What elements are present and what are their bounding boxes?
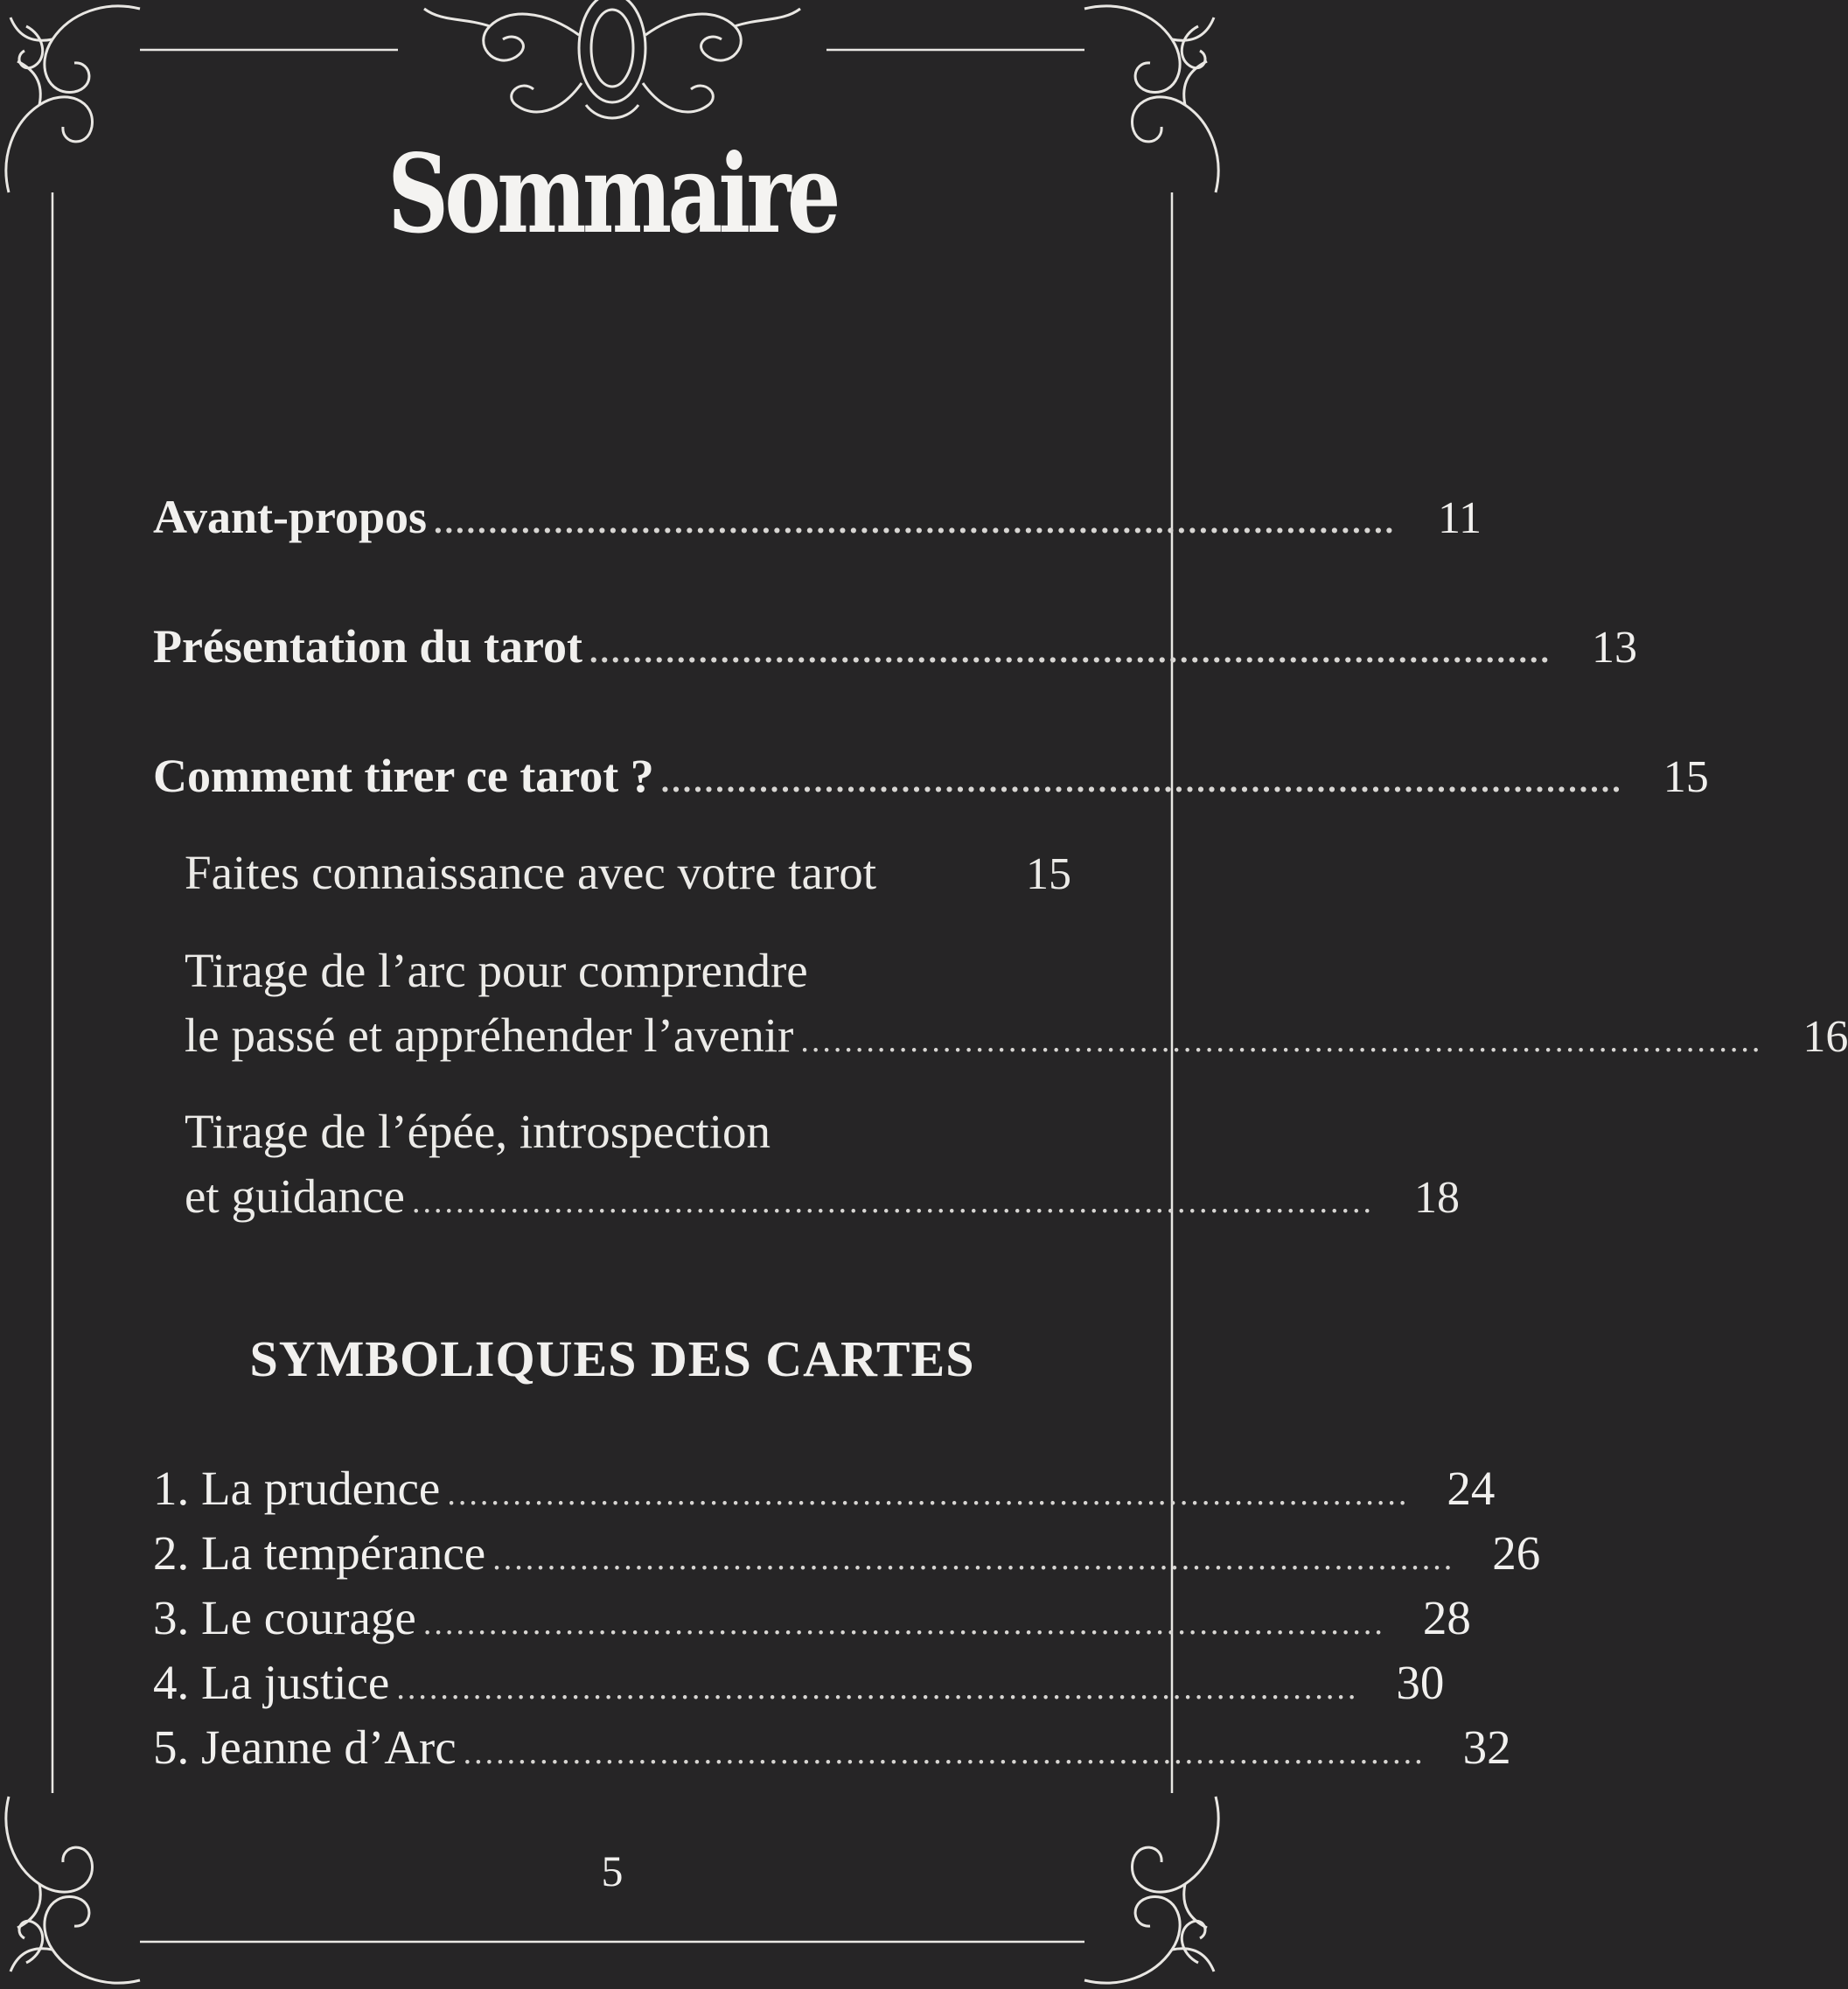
- card-entry-label: 4. La justice: [153, 1656, 390, 1709]
- dot-leader: ........................................................................................: [422, 1605, 1385, 1642]
- toc-subentry-line1[interactable]: Tirage de l’épée, introspection: [185, 1105, 771, 1158]
- card-entry[interactable]: [153, 1655, 1445, 1710]
- toc-entry-page: 11: [1437, 493, 1482, 543]
- dot-leader: ........................................................................................: [463, 1734, 1426, 1771]
- toc-entry[interactable]: [153, 749, 1709, 803]
- card-entry-page: 24: [1447, 1462, 1496, 1515]
- card-entry-label: 5. Jeanne d’Arc: [153, 1720, 457, 1774]
- corner-flourish-icon: [0, 0, 149, 201]
- toc-subentry-label: et guidance: [185, 1169, 405, 1223]
- toc-subentry-page: 16: [1803, 1012, 1848, 1062]
- card-entry-label: 2. La tempérance: [153, 1526, 486, 1580]
- toc-entry[interactable]: [153, 619, 1637, 673]
- card-entry-page: 28: [1422, 1591, 1471, 1644]
- dot-leader: ........................................................................................: [660, 763, 1623, 799]
- toc-entry-label: Présentation du tarot: [153, 620, 582, 673]
- card-entry-page: 32: [1462, 1720, 1511, 1774]
- toc-subentry[interactable]: [153, 1008, 1848, 1063]
- page-title: Sommaire: [387, 131, 837, 258]
- card-entry[interactable]: [153, 1720, 1511, 1775]
- toc-subentry-page: 18: [1413, 1173, 1460, 1223]
- card-entry[interactable]: [153, 1525, 1541, 1581]
- page-number: 5: [601, 1846, 624, 1895]
- dot-leader: ........................................................................................: [589, 633, 1552, 670]
- toc-entry-page: 15: [1663, 752, 1709, 802]
- section-heading: SYMBOLIQUES DES CARTES: [249, 1330, 975, 1387]
- toc-entry-page: 13: [1591, 623, 1637, 673]
- card-entry-label: 1. La prudence: [153, 1462, 441, 1515]
- card-entry-page: 26: [1492, 1526, 1541, 1580]
- top-ornament-icon: [411, 0, 813, 131]
- toc-subentry-label: Faites connaissance avec votre tarot: [185, 846, 877, 899]
- toc-entry[interactable]: [153, 490, 1482, 544]
- toc-subentry-line1[interactable]: Tirage de l’arc pour comprendre: [185, 944, 808, 997]
- dot-leader: ........................................................................................: [396, 1670, 1359, 1706]
- toc-entry-label: Avant-propos: [153, 491, 428, 543]
- card-entry[interactable]: [153, 1590, 1471, 1645]
- dot-leader: ........................................................................................: [434, 504, 1397, 541]
- corner-flourish-icon: [1076, 0, 1224, 201]
- card-entry-page: 30: [1396, 1656, 1445, 1709]
- toc-subentry[interactable]: [153, 845, 1071, 900]
- card-entry-label: 3. Le courage: [153, 1591, 416, 1644]
- dot-leader: ........................................................................................: [492, 1540, 1455, 1577]
- dot-leader: ........................................................................................: [411, 1183, 1374, 1220]
- toc-subentry[interactable]: [153, 1169, 1460, 1224]
- toc-entry-label: Comment tirer ce tarot ?: [153, 750, 654, 802]
- toc-subentry-page: 15: [1026, 849, 1071, 899]
- dot-leader: ........................................................................................: [447, 1476, 1410, 1512]
- toc-subentry-label: le passé et appréhender l’avenir: [185, 1008, 794, 1062]
- card-entry[interactable]: [153, 1461, 1496, 1516]
- dot-leader: ........................................................................................: [800, 1022, 1763, 1059]
